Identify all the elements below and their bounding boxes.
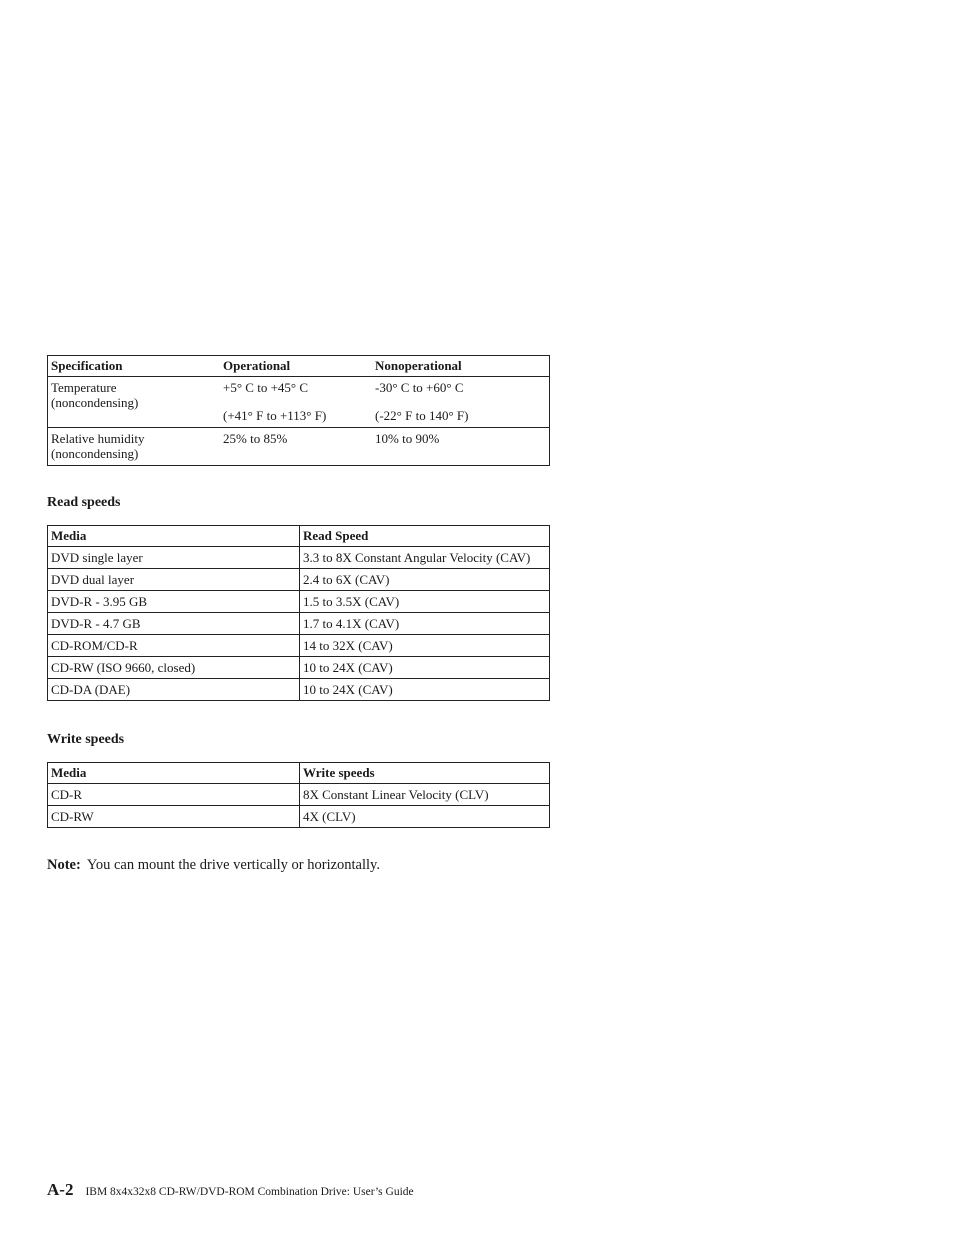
table-row bbox=[48, 428, 550, 466]
read-speeds-table bbox=[47, 525, 550, 701]
table-row bbox=[48, 784, 550, 806]
book-title: IBM 8x4x32x8 CD-RW/DVD-ROM Combination Drive: User’s Guide bbox=[85, 1186, 414, 1198]
media-cell: CD-RW (ISO 9660, closed) bbox=[48, 657, 300, 679]
media-cell: CD-DA (DAE) bbox=[48, 679, 300, 701]
speed-cell: 8X Constant Linear Velocity (CLV) bbox=[300, 784, 550, 806]
speed-cell: 1.7 to 4.1X (CAV) bbox=[300, 613, 550, 635]
table-cell bbox=[48, 428, 221, 466]
cell-line: (noncondensing) bbox=[51, 446, 139, 461]
cell-line: (-22° F to 140° F) bbox=[375, 408, 469, 423]
table-row bbox=[48, 547, 550, 569]
table-header-row bbox=[48, 763, 550, 784]
read-speeds-heading: Read speeds bbox=[47, 495, 121, 510]
table-cell bbox=[372, 377, 550, 428]
speed-cell: 14 to 32X (CAV) bbox=[300, 635, 550, 657]
table-row bbox=[48, 806, 550, 828]
cell-line: +5° C to +45° C bbox=[223, 380, 309, 395]
media-cell: CD-ROM/CD-R bbox=[48, 635, 300, 657]
cell-line: 10% to 90% bbox=[375, 431, 440, 446]
column-header: Media bbox=[48, 526, 300, 547]
speed-cell: 2.4 to 6X (CAV) bbox=[300, 569, 550, 591]
media-cell: DVD-R - 3.95 GB bbox=[48, 591, 300, 613]
media-cell: DVD-R - 4.7 GB bbox=[48, 613, 300, 635]
environment-spec-table bbox=[47, 355, 550, 466]
table-row bbox=[48, 679, 550, 701]
speed-cell: 3.3 to 8X Constant Angular Velocity (CAV) bbox=[300, 547, 550, 569]
column-header: Specification bbox=[48, 356, 221, 377]
table-row bbox=[48, 657, 550, 679]
column-header: Nonoperational bbox=[372, 356, 550, 377]
table-header-row bbox=[48, 526, 550, 547]
cell-line: Temperature bbox=[51, 380, 117, 395]
note-text: You can mount the drive vertically or horizontally. bbox=[86, 857, 380, 873]
media-cell: DVD single layer bbox=[48, 547, 300, 569]
cell-line: -30° C to +60° C bbox=[375, 380, 464, 395]
media-cell: CD-R bbox=[48, 784, 300, 806]
table-row bbox=[48, 635, 550, 657]
write-speeds-heading: Write speeds bbox=[47, 732, 125, 747]
write-speeds-table bbox=[47, 762, 550, 828]
page-footer bbox=[47, 1180, 414, 1200]
page-number: A-2 bbox=[47, 1180, 74, 1199]
cell-line: Relative humidity bbox=[51, 431, 145, 446]
speed-cell: 1.5 to 3.5X (CAV) bbox=[300, 591, 550, 613]
cell-line: (noncondensing) bbox=[51, 395, 139, 410]
mounting-note bbox=[47, 857, 380, 874]
table-header-row bbox=[48, 356, 550, 377]
cell-line: (+41° F to +113° F) bbox=[223, 408, 327, 423]
table-cell bbox=[48, 377, 221, 428]
column-header: Operational bbox=[220, 356, 372, 377]
table-row bbox=[48, 613, 550, 635]
table-cell bbox=[220, 428, 372, 466]
note-label: Note: bbox=[47, 857, 81, 873]
column-header: Media bbox=[48, 763, 300, 784]
media-cell: DVD dual layer bbox=[48, 569, 300, 591]
media-cell: CD-RW bbox=[48, 806, 300, 828]
table-row bbox=[48, 569, 550, 591]
table-cell bbox=[372, 428, 550, 466]
speed-cell: 4X (CLV) bbox=[300, 806, 550, 828]
table-cell bbox=[220, 377, 372, 428]
speed-cell: 10 to 24X (CAV) bbox=[300, 657, 550, 679]
cell-line: 25% to 85% bbox=[223, 431, 288, 446]
table-row bbox=[48, 591, 550, 613]
column-header: Read Speed bbox=[300, 526, 550, 547]
column-header: Write speeds bbox=[300, 763, 550, 784]
table-row bbox=[48, 377, 550, 428]
speed-cell: 10 to 24X (CAV) bbox=[300, 679, 550, 701]
